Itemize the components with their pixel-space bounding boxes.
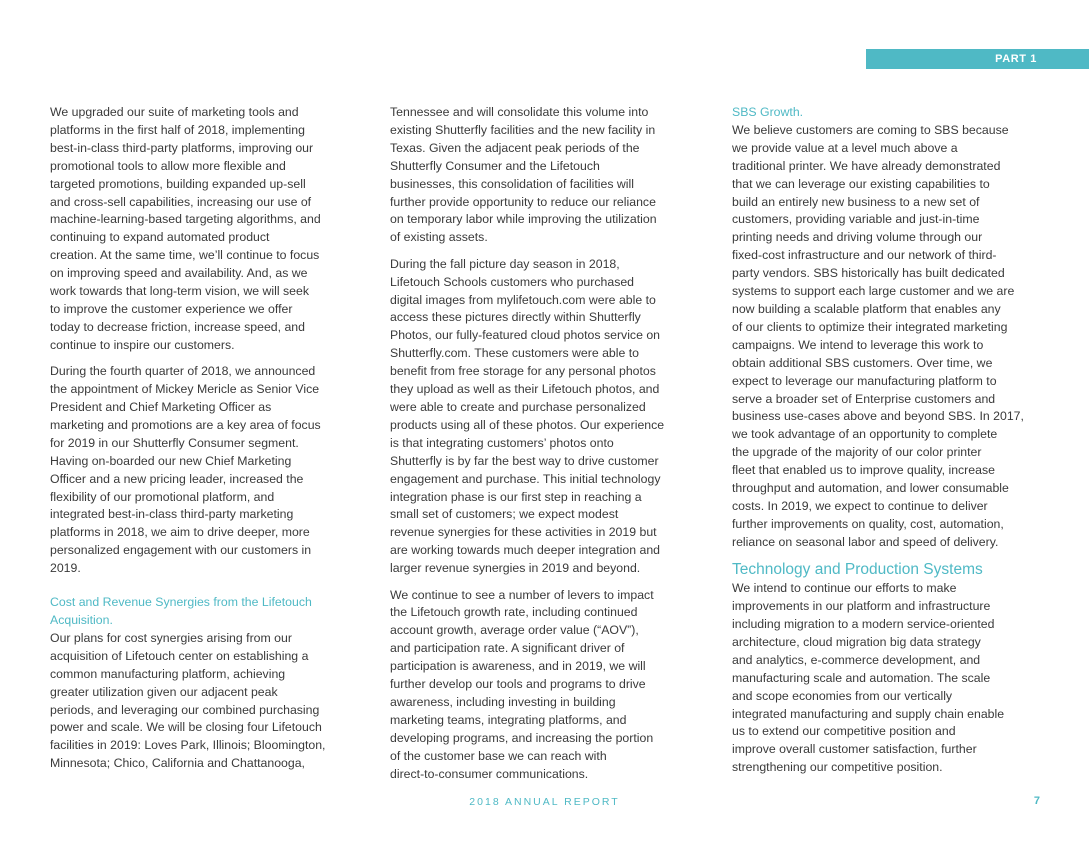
paragraph: We upgraded our suite of marketing tools and platforms in the first half of 2018, implementing best-in-class third-party platforms, improving our promotional tools to allow more flexible and targeted promotions, building expanded up-sell and cross-sell capabilities, increasing our use of machine-learning-based targeting algorithms, and continuing to expand automated product creation. At the same time, we’ll continue to focus on improving speed and availability. And, as we work towards that long-term vision, we will seek to improve the customer experience we offer today to decrease friction, increase speed, and continue to inspire our customers. xyxy=(50,105,321,352)
paragraph: We believe customers are coming to SBS because we provide value at a level much above a traditional printer. We have already demonstrated that we can leverage our existing capabilities to build an entirely new business to a new set of customers, providing variable and just-in-time printing needs and driving volume through our fixed-cost infrastructure and our network of third- party vendors. SBS historically has built dedicated systems to support each large customer and we are now building a scalable platform that enables any of our clients to optimize their integrated marketing campaigns. We intend to leverage this work to obtain additional SBS customers. Over time, we expect to leverage our manufacturing platform to serve a broader set of Enterprise customers and business use-cases above and beyond SBS. In 2017, we took advantage of an opportunity to complete the upgrade of the majority of our color printer fleet that enabled us to improve quality, increase throughput and automation, and lower consumable costs. In 2019, we expect to continue to deliver further improvements on quality, cost, automation, reliance on seasonal labor and speed of delivery. xyxy=(732,122,1024,549)
subheading-sbs-growth: SBS Growth. xyxy=(732,105,804,119)
paragraph: Tennessee and will consolidate this volume into existing Shutterfly facilities and the new facility in Texas. Given the adjacent peak periods of the Shutterfly Consumer and the Lifetouch businesses, this consolidation of facilities will further provide opportunity to reduce our reliance on temporary labor while improving the utilization of existing assets. xyxy=(390,105,657,245)
part-label: PART 1 xyxy=(995,53,1037,65)
page-number: 7 xyxy=(1033,795,1040,807)
paragraph: Our plans for cost synergies arising from our acquisition of Lifetouch center on establishing a common manufacturing platform, achieving greater utilization given our adjacent peak periods, and leveraging our combined purchasing power and scale. We will be closing four Lifetouch facilities in 2019: Loves Park, Illinois; Bloomington, Minnesota; Chico, California and Chattanooga, xyxy=(50,630,326,771)
footer-report-title: 2018 ANNUAL REPORT xyxy=(469,796,620,808)
text-column-1 xyxy=(50,104,358,782)
text-column-3 xyxy=(732,104,1040,786)
paragraph: We continue to see a number of levers to impact the Lifetouch growth rate, including continued account growth, average order value (“AOV”), and participation rate. A significant driver of participation is awareness, and in 2019, we will further develop our tools and programs to drive awareness, including investing in building marketing teams, integrating platforms, and developing programs, and increasing the portion of the customer base we can reach with direct-to-consumer communications. xyxy=(390,587,654,781)
paragraph: We intend to continue our efforts to make improvements in our platform and infrastructure including migration to a modern service-oriented architecture, cloud migration big data strategy and analytics, e-commerce development, and manufacturing scale and automation. The scale and scope economies from our vertically integrated manufacturing and supply chain enable us to extend our competitive position and improve overall customer satisfaction, further strengthening our competitive position. xyxy=(732,581,1005,775)
section-heading-technology: Technology and Production Systems xyxy=(732,561,983,579)
paragraph: During the fourth quarter of 2018, we announced the appointment of Mickey Mericle as Senior Vice President and Chief Marketing Officer as marketing and promotions are a key area of focus for 2019 in our Shutterfly Consumer segment. Having on-boarded our new Chief Marketing Officer and a new pricing leader, increased the flexibility of our promotional platform, and integrated best-in-class third-party marketing platforms in 2018, we aim to drive deeper, more personalized engagement with our customers in 2019. xyxy=(50,364,321,576)
paragraph: During the fall picture day season in 2018, Lifetouch Schools customers who purchased digital images from mylifetouch.com were able to access these pictures directly within Shutterfly Photos, our fully-featured cloud photos service on Shutterfly.com. These customers were able to benefit from free storage for any personal photos they upload as well as their Lifetouch photos, and were able to create and purchase personalized products using all of these photos. Our experience is that integrating customers’ photos onto Shutterfly is by far the best way to drive customer engagement and purchase. This initial technology integration phase is our first step in reaching a small set of customers; we expect modest revenue synergies for these activities in 2019 but are working towards much deeper integration and larger revenue synergies in 2019 and beyond. xyxy=(390,256,665,576)
subheading-cost-revenue-synergies: Cost and Revenue Synergies from the Lifetouch Acquisition. xyxy=(50,595,312,627)
part-tab xyxy=(866,49,1089,69)
text-column-2 xyxy=(390,104,698,792)
